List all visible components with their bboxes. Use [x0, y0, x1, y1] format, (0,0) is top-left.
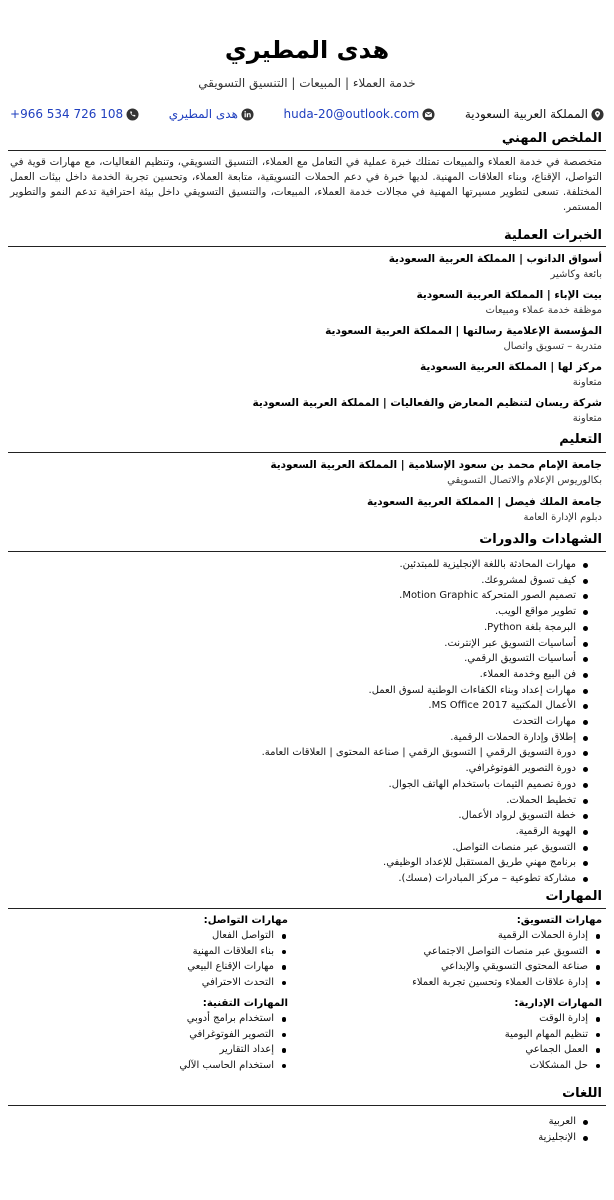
- linkedin-icon: [241, 108, 254, 121]
- list-item: بناء العلاقات المهنية: [108, 944, 288, 960]
- contact-phone[interactable]: [10, 107, 139, 121]
- skills-subheading: المهارات الإدارية:: [514, 998, 602, 1009]
- list-item: الهوية الرقمية.: [20, 824, 590, 840]
- skills-list: [312, 928, 602, 990]
- phone-icon: [126, 108, 139, 121]
- list-item: استخدام الحاسب الآلي: [108, 1058, 288, 1074]
- summary-heading: الملخص المهني: [501, 131, 602, 146]
- list-item: التسويق عبر منصات التواصل.: [20, 840, 590, 856]
- experience-role: موظفة خدمة عملاء ومبيعات: [485, 305, 602, 316]
- admin-skills: [312, 997, 602, 1073]
- technical-skills: [108, 997, 288, 1073]
- list-item: تطوير مواقع الويب.: [20, 604, 590, 620]
- list-item: فن البيع وخدمة العملاء.: [20, 667, 590, 683]
- education-divider: [8, 452, 606, 453]
- contact-email[interactable]: [283, 107, 435, 121]
- list-item: مهارات إعداد وبناء الكفاءات الوطنية لسوق العمل.: [20, 683, 590, 699]
- list-item: تنظيم المهام اليومية: [312, 1027, 602, 1043]
- certificates-heading: الشهادات والدورات: [479, 532, 602, 547]
- communication-skills: [108, 914, 288, 990]
- summary-divider: [8, 150, 606, 151]
- list-item: البرمجة بلغة Python.: [20, 620, 590, 636]
- marketing-skills: [312, 914, 602, 990]
- list-item: إدارة الحملات الرقمية: [312, 928, 602, 944]
- list-item: دورة تصميم الثيمات باستخدام الهاتف الجوال.: [20, 777, 590, 793]
- skills-list: [108, 1011, 288, 1073]
- contact-linkedin[interactable]: [169, 107, 254, 121]
- experience-item: [12, 360, 602, 390]
- education-org: جامعة الإمام محمد بن سعود الإسلامية | المملكة العربية السعودية: [270, 459, 602, 471]
- phone-text[interactable]: +966 534 726 108: [10, 107, 124, 121]
- list-item: إعداد التقارير: [108, 1042, 288, 1058]
- skills-list: [108, 928, 288, 990]
- experience-role: بائعة وكاشير: [550, 269, 602, 280]
- list-item: أساسيات التسويق الرقمي.: [20, 651, 590, 667]
- experience-org: مركز لها | المملكة العربية السعودية: [419, 361, 602, 373]
- list-item: مهارات التحدث: [20, 714, 590, 730]
- skills-heading: المهارات: [545, 889, 602, 904]
- languages-heading: اللغات: [562, 1086, 602, 1101]
- languages-divider: [8, 1105, 606, 1106]
- list-item: أساسيات التسويق عبر الإنترنت.: [20, 636, 590, 652]
- experience-item: [12, 324, 602, 354]
- skills-subheading: مهارات التواصل:: [203, 915, 288, 926]
- experience-role: متعاونة: [572, 413, 602, 424]
- skills-divider: [8, 908, 606, 909]
- list-item: تصميم الصور المتحركة Motion Graphic.: [20, 588, 590, 604]
- envelope-icon: [422, 108, 435, 121]
- skills-list: [312, 1011, 602, 1073]
- email-link[interactable]: huda-20@outlook.com: [283, 107, 420, 121]
- list-item: التحدث الاحترافي: [108, 975, 288, 991]
- experience-item: [12, 396, 602, 426]
- education-degree: بكالوريوس الإعلام والاتصال التسويقي: [447, 475, 602, 486]
- list-item: التسويق عبر منصات التواصل الاجتماعي: [312, 944, 602, 960]
- list-item: الإنجليزية: [20, 1130, 590, 1146]
- list-item: خطة التسويق لرواد الأعمال.: [20, 808, 590, 824]
- list-item: التصوير الفوتوغرافي: [108, 1027, 288, 1043]
- education-item: [12, 458, 602, 488]
- experience-org: شركة ريسان لتنظيم المعارض والفعاليات | المملكة العربية السعودية: [252, 397, 602, 409]
- list-item: العمل الجماعي: [312, 1042, 602, 1058]
- list-item: دورة التسويق الرقمي | التسويق الرقمي | صناعة المحتوى | العلاقات العامة.: [20, 745, 590, 761]
- education-org: جامعة الملك فيصل | المملكة العربية السعودية: [366, 496, 602, 508]
- education-heading: التعليم: [559, 432, 602, 447]
- skills-subheading: مهارات التسويق:: [516, 915, 602, 926]
- list-item: الأعمال المكتبية MS Office 2017.: [20, 698, 590, 714]
- list-item: العربية: [20, 1114, 590, 1130]
- list-item: مهارات المحادثة باللغة الإنجليزية للمبتدئين.: [20, 557, 590, 573]
- list-item: إدارة علاقات العملاء وتحسين تجربة العملاء: [312, 975, 602, 991]
- list-item: كيف تسوق لمشروعك.: [20, 573, 590, 589]
- certificates-divider: [8, 551, 606, 552]
- languages-list: [20, 1114, 590, 1145]
- summary-text: متخصصة في خدمة العملاء والمبيعات تمتلك خبرة عملية في التعامل مع العملاء، التنسيق التسويقي، وتنظيم الفعاليات، مع مهارات قوية في التواصل، الإقناع، وبناء العلاقات المهنية. لديها خبرة في دعم الحملات التسويقية، متابعة العملاء، وتحسين تجربة الخدمة داخل بيئات العمل المختلفة. تسعى لتطوير مسيرتها المهنية في مجالات خدمة العملاء، المبيعات، والتنسيق التسويقي داخل بيئة احترافية تدعم النمو والتطوير المستمر.: [10, 156, 602, 213]
- experience-org: أسواق الدانوب | المملكة العربية السعودية: [388, 253, 602, 265]
- location-pin-icon: [591, 108, 604, 121]
- experience-org: المؤسسة الإعلامية رسالتها | المملكة العربية السعودية: [325, 325, 602, 337]
- list-item: استخدام برامج أدوبي: [108, 1011, 288, 1027]
- list-item: حل المشكلات: [312, 1058, 602, 1074]
- experience-org: بيت الإباء | المملكة العربية السعودية: [416, 289, 602, 301]
- skills-subheading: المهارات التقنية:: [202, 998, 288, 1009]
- list-item: مشاركة تطوعية – مركز المبادرات (مسك).: [20, 871, 590, 887]
- resume-name: هدى المطيري: [224, 36, 390, 64]
- list-item: إدارة الوقت: [312, 1011, 602, 1027]
- list-item: مهارات الإقناع البيعي: [108, 959, 288, 975]
- contact-location: [465, 107, 604, 121]
- contact-bar: [10, 104, 604, 124]
- list-item: تخطيط الحملات.: [20, 793, 590, 809]
- list-item: صناعة المحتوى التسويقي والإبداعي: [312, 959, 602, 975]
- location-text: المملكة العربية السعودية: [464, 107, 588, 121]
- experience-heading: الخبرات العملية: [503, 228, 602, 243]
- linkedin-link[interactable]: هدى المطيري: [168, 107, 238, 121]
- list-item: برنامج مهني طريق المستقبل للإعداد الوظيفي.: [20, 855, 590, 871]
- education-item: [12, 495, 602, 525]
- education-degree: دبلوم الإدارة العامة: [523, 512, 602, 523]
- experience-item: [12, 288, 602, 318]
- list-item: التواصل الفعال: [108, 928, 288, 944]
- experience-role: متعاونة: [572, 377, 602, 388]
- experience-item: [12, 252, 602, 282]
- certificates-list: [20, 557, 590, 887]
- experience-divider: [8, 246, 606, 247]
- list-item: دورة التصوير الفوتوغرافي.: [20, 761, 590, 777]
- experience-role: متدربة – تسويق واتصال: [503, 341, 602, 352]
- resume-subtitle: خدمة العملاء | المبيعات | التنسيق التسويقي: [198, 76, 416, 90]
- list-item: إطلاق وإدارة الحملات الرقمية.: [20, 730, 590, 746]
